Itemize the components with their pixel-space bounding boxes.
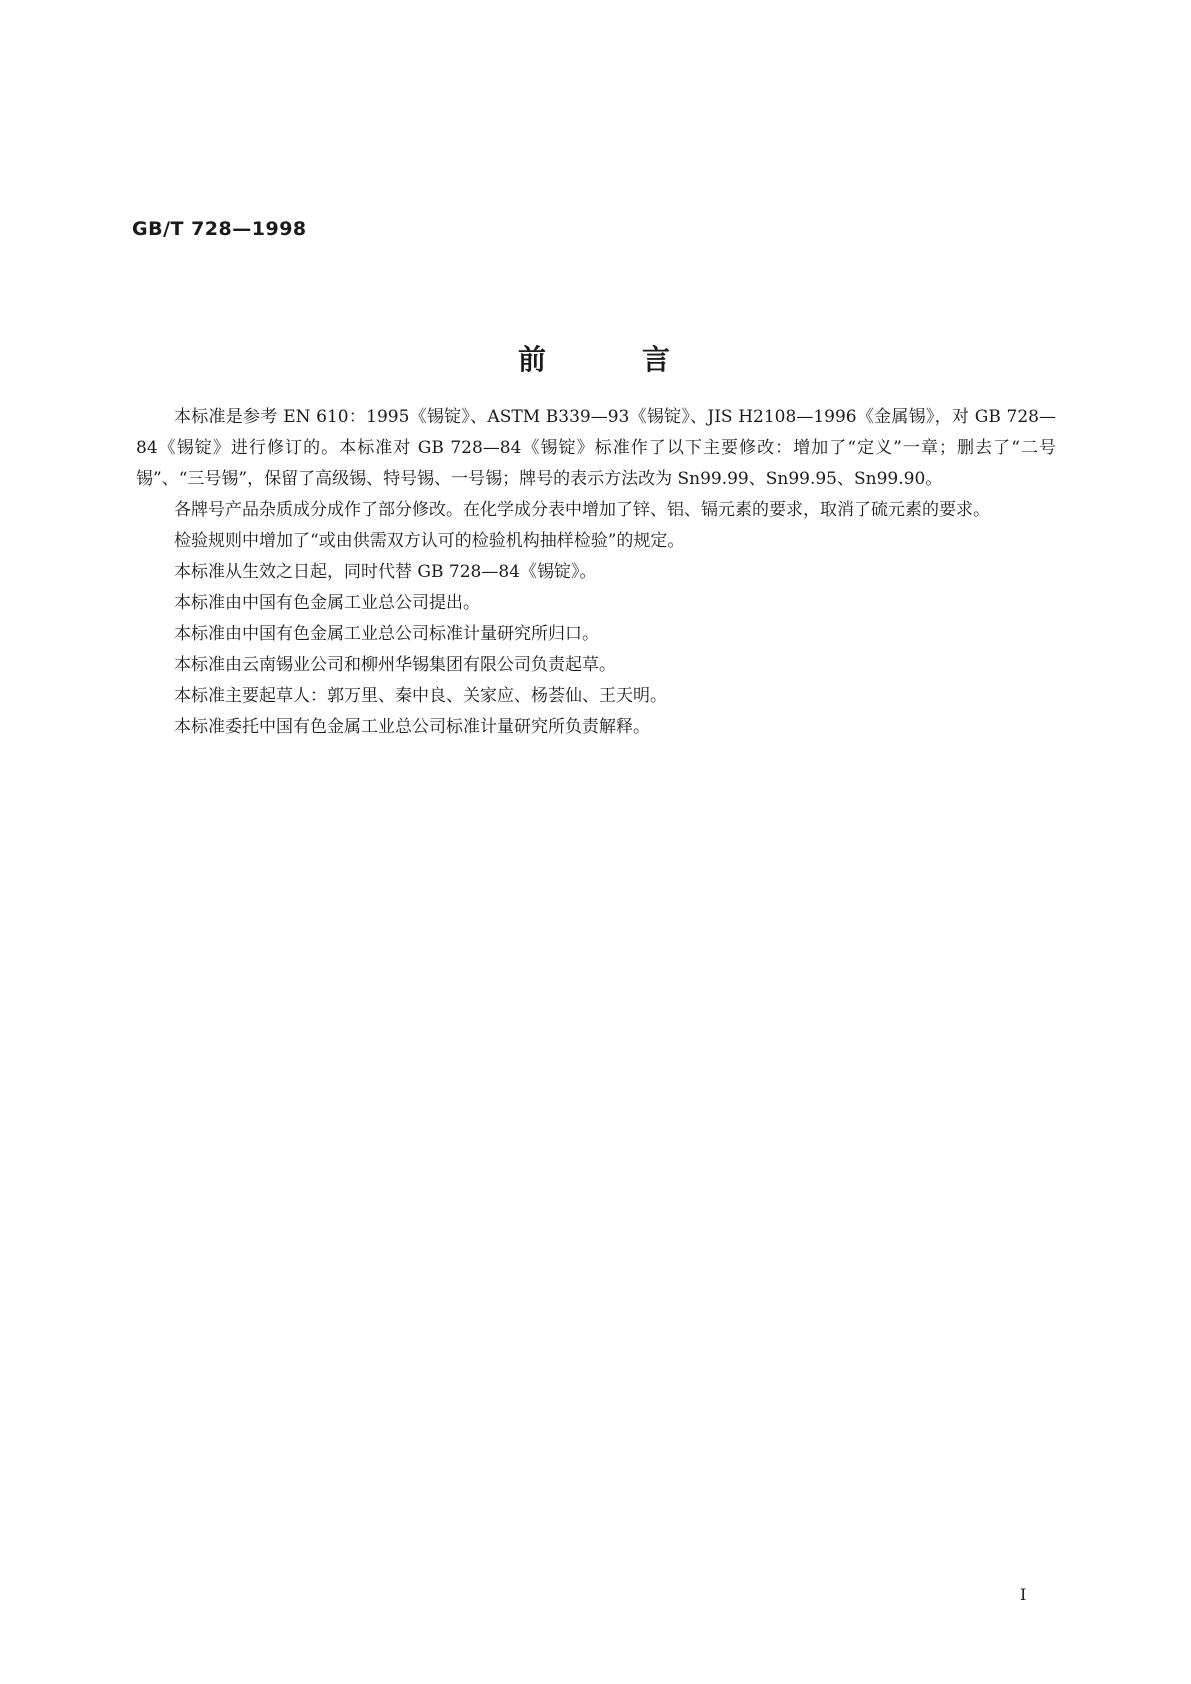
paragraph: 本标准由云南锡业公司和柳州华锡集团有限公司负责起草。 bbox=[174, 655, 616, 675]
page-number: I bbox=[1020, 1585, 1027, 1604]
paragraph: 本标准由中国有色金属工业总公司标准计量研究所归口。 bbox=[174, 624, 599, 644]
title-char-1: 前 bbox=[518, 343, 547, 376]
title-char-2: 言 bbox=[642, 343, 671, 376]
paragraph: 本标准主要起草人：郭万里、秦中良、关家应、杨荟仙、王天明。 bbox=[174, 686, 667, 706]
paragraph: 各牌号产品杂质成分成作了部分修改。在化学成分表中增加了锌、铝、镉元素的要求，取消了硫元素的要求。 bbox=[174, 500, 990, 520]
paragraph: 本标准从生效之日起，同时代替 GB 728—84《锡锭》。 bbox=[174, 562, 597, 582]
paragraph: 本标准由中国有色金属工业总公司提出。 bbox=[174, 593, 480, 613]
paragraph: 本标准是参考 EN 610：1995《锡锭》、ASTM B339—93《锡锭》、JIS H2108—1996《金属锡》，对 GB 728—84《锡锭》进行修订的。本标准对 GB 728—84《锡锭》标准作了以下主要修改：增加了“定义”一章；删去了“二号锡”、“三号锡”，保留了高级锡、特号锡、一号锡；牌号的表示方法改为 Sn99.99、Sn99.95、Sn99.90。 bbox=[136, 407, 1056, 489]
standard-code: GB/T 728—1998 bbox=[132, 218, 307, 240]
foreword-body bbox=[136, 402, 1056, 743]
paragraph: 本标准委托中国有色金属工业总公司标准计量研究所负责解释。 bbox=[174, 717, 650, 737]
paragraph: 检验规则中增加了“或由供需双方认可的检验机构抽样检验”的规定。 bbox=[174, 531, 685, 551]
